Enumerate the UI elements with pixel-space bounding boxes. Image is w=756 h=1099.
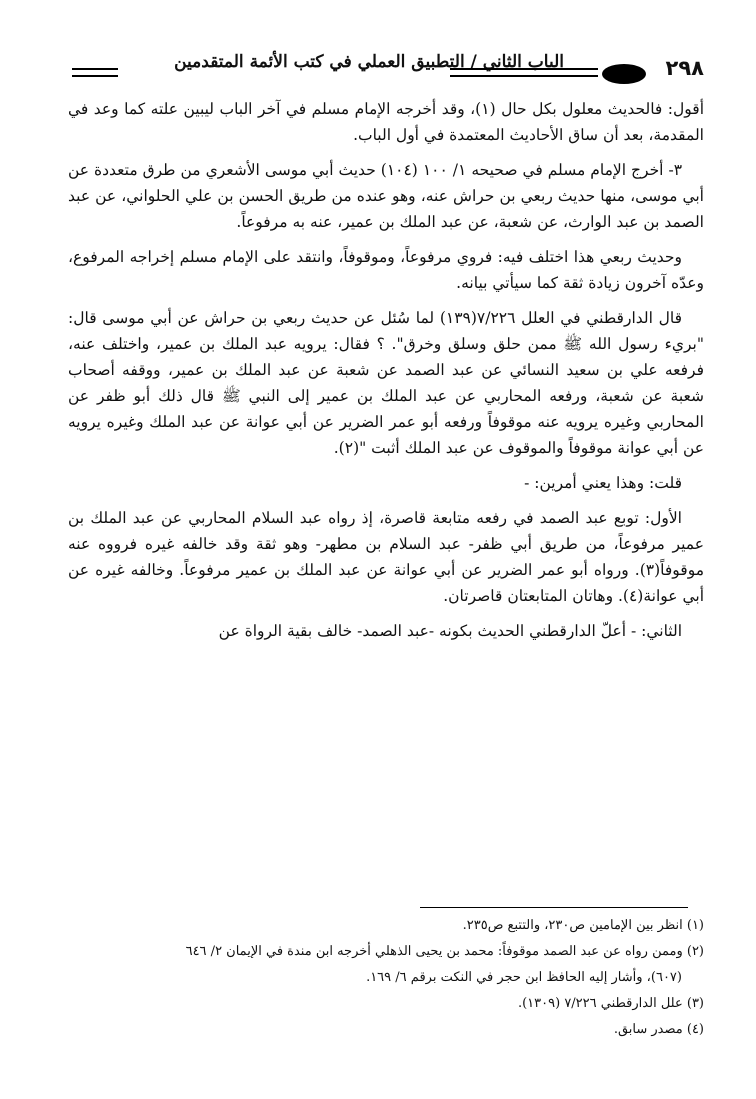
- footnote-3: (٣) علل الدارقطني ٧/٢٢٦ (١٣٠٩).: [517, 996, 704, 1011]
- footnote-2: (٢) وممن رواه عن عبد الصمد موقوفاً: محمد بن يحيى الذهلي أخرجه ابن مندة في الإيمان ٢/ ٦٤٦: [185, 944, 704, 959]
- paragraph-2: ٣- أخرج الإمام مسلم في صحيحه ١/ ١٠٠ (١٠٤) حديث أبي موسى الأشعري من طرق متعددة عن أبي موسى، منها حديث ربعي بن حراش عنه، وهو عنده من طريق الحسن بن علي الحلواني، عن عبد الصمد بن عبد الوارث، عن شعبة، عن عبد الملك بن عمير، عنه به مرفوعاً.: [68, 161, 704, 231]
- chapter-title: الباب الثاني / التطبيق العملي في كتب الأئمة المتقدمين: [174, 52, 564, 72]
- paragraph-4: قال الدارقطني في العلل ٧/٢٢٦(١٣٩) لما سُئل عن حديث ربعي بن حراش عن أبي موسى قال: "بريء رسول الله ﷺ ممن حلق وسلق وخرق". ؟ فقال: يرويه عبد الملك بن عمير، واختلف عنه، فرفعه علي بن سعيد النسائي عن عبد الصمد عن شعبة عن عبد الملك بن عمير، ووقفه أصحاب شعبة عن شعبة، ورفعه المحاربي عن عبد الملك بن عمير إلى النبي ﷺ قال ذلك أبو ظفر عن المحاربي وغيره يرويه عنه موقوفاً ورفعه أبو عمر الضرير عن أبي عوانة عن عبد الملك وغيره يرويه عن أبي عوانة موقوفاً والموقوف عن عبد الملك أثبت "(٢).: [68, 309, 704, 457]
- header-rule-left-top: [72, 68, 118, 70]
- paragraph-5: قلت: وهذا يعني أمرين: -: [524, 474, 682, 492]
- paragraph-6: الأول: توبع عبد الصمد في رفعه متابعة قاصرة، إذ رواه عبد السلام المحاربي عن عبد الملك بن عمير مرفوعاً، من طريق أبي ظفر- عبد السلام بن مطهر- وهو ثقة وقد خالفه غيره فرووه عنه موقوفاً(٣). ورواه أبو عمر الضرير عن أبي عوانة عن عبد الملك بن عمير مرفوعاً. وخالفه غيره عن أبي عوانة(٤). وهاتان المتابعتان قاصرتان.: [68, 509, 704, 605]
- header-ornament-oval: [602, 64, 646, 84]
- header-rule-left-bottom: [72, 75, 118, 77]
- footnotes: [68, 914, 704, 1044]
- header-rule-middle-top: [450, 68, 598, 70]
- footnote-separator: [420, 907, 688, 908]
- footnote-2-continuation: (٦٠٧)، وأشار إليه الحافظ ابن حجر في النكت برقم ٦/ ١٦٩.: [366, 970, 682, 985]
- main-text: [68, 96, 704, 653]
- paragraph-1: أقول: فالحديث معلول بكل حال (١)، وقد أخرجه الإمام مسلم في آخر الباب ليبين علته كما وعد في المقدمة، بعد أن ساق الأحاديث المعتمدة في أول الباب.: [68, 100, 704, 144]
- paragraph-7: الثاني: - أعلّ الدارقطني الحديث بكونه -عبد الصمد- خالف بقية الرواة عن: [218, 622, 682, 640]
- running-header: [68, 52, 704, 92]
- paragraph-3: وحديث ربعي هذا اختلف فيه: فروي مرفوعاً، وموقوفاً، وانتقد على الإمام مسلم إخراجه المرفوع، وعدّه آخرون زيادة ثقة كما سيأتي بيانه.: [68, 248, 704, 292]
- header-rule-middle-bottom: [450, 75, 598, 77]
- footnote-1: (١) انظر بين الإمامين ص٢٣٠، والتتبع ص٢٣٥.: [462, 918, 704, 933]
- footnote-4: (٤) مصدر سابق.: [613, 1022, 704, 1037]
- page-number: ٢٩٨: [665, 56, 704, 80]
